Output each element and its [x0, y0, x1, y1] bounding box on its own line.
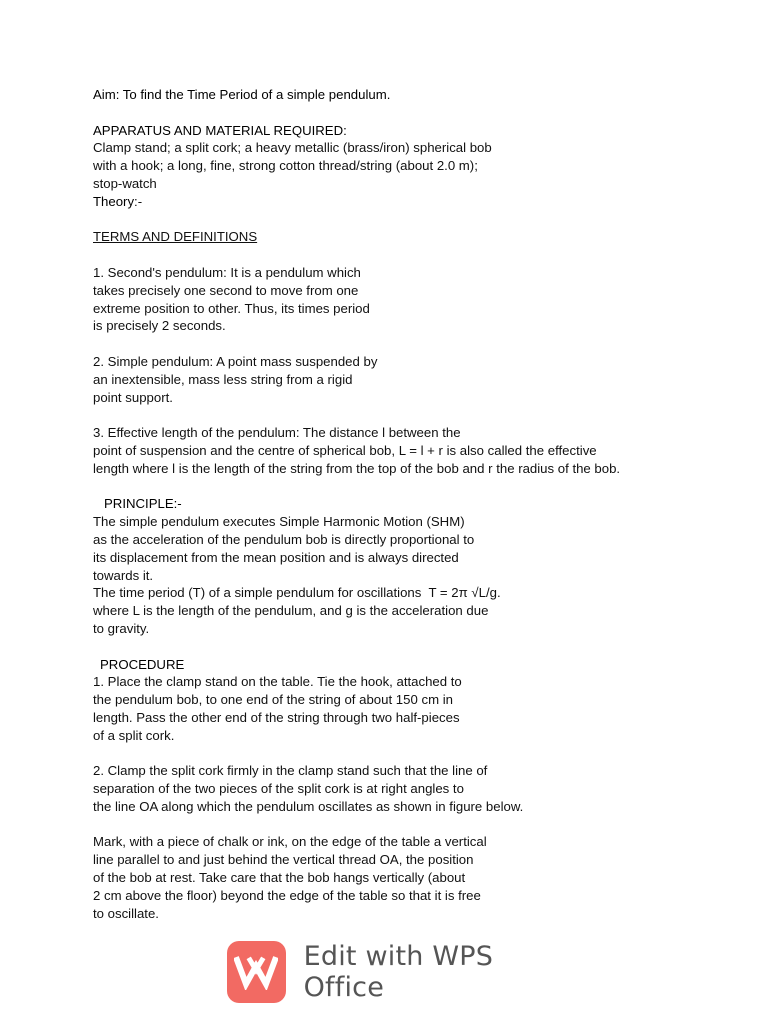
procedure-heading: PROCEDURE	[100, 656, 185, 672]
principle-line: The simple pendulum executes Simple Harmonic Motion (SHM)	[93, 514, 465, 530]
apparatus-line: Clamp stand; a split cork; a heavy metallic (brass/iron) spherical bob	[93, 140, 492, 156]
principle-line: where L is the length of the pendulum, and g is the acceleration due	[93, 603, 489, 619]
wps-edit-label[interactable]: Edit with WPS Office	[303, 941, 494, 1003]
wps-logo-glyph	[234, 954, 278, 990]
wps-edit-banner[interactable]	[227, 941, 567, 1003]
procedure3-line: Mark, with a piece of chalk or ink, on the edge of the table a vertical	[93, 834, 487, 850]
apparatus-line: stop-watch	[93, 175, 157, 191]
wps-office-logo-icon	[227, 941, 286, 1003]
principle-line: towards it.	[93, 567, 154, 583]
definition1-line: extreme position to other. Thus, its times period	[93, 300, 370, 316]
procedure2-line: separation of the two pieces of the split cork is at right angles to	[93, 781, 464, 797]
definition1-line: 1. Second's pendulum: It is a pendulum which	[93, 264, 361, 280]
principle-line: to gravity.	[93, 620, 150, 636]
document-page	[93, 86, 733, 922]
terms-heading: TERMS AND DEFINITIONS	[93, 229, 258, 245]
definition3-line: 3. Effective length of the pendulum: The distance l between the	[93, 425, 461, 441]
procedure1-line: 1. Place the clamp stand on the table. Tie the hook, attached to	[93, 674, 462, 690]
procedure3-line: to oscillate.	[93, 905, 159, 921]
definition1-line: takes precisely one second to move from one	[93, 282, 359, 298]
procedure1-line: length. Pass the other end of the string through two half-pieces	[93, 709, 460, 725]
procedure2-line: 2. Clamp the split cork firmly in the clamp stand such that the line of	[93, 763, 488, 779]
definition3-line: length where l is the length of the string from the top of the bob and r the radius of the bob.	[93, 460, 621, 476]
theory-line	[93, 193, 733, 211]
aim-line: Aim: To find the Time Period of a simple pendulum.	[93, 87, 391, 102]
procedure3-line: of the bob at rest. Take care that the bob hangs vertically (about	[93, 870, 466, 886]
procedure2-line: the line OA along which the pendulum oscillates as shown in figure below.	[93, 798, 524, 814]
theory-label: Theory	[93, 193, 135, 209]
procedure3-line: 2 cm above the floor) beyond the edge of the table so that it is free	[93, 887, 481, 903]
apparatus-heading: APPARATUS AND MATERIAL REQUIRED:	[93, 122, 347, 138]
theory-suffix: :-	[134, 193, 143, 209]
procedure3-line: line parallel to and just behind the vertical thread OA, the position	[93, 852, 474, 868]
procedure1-line: the pendulum bob, to one end of the string of about 150 cm in	[93, 692, 453, 708]
principle-line: as the acceleration of the pendulum bob is directly proportional to	[93, 531, 475, 547]
definition3-line: point of suspension and the centre of spherical bob, L = l + r is also called the effective	[93, 442, 597, 458]
definition2-line: an inextensible, mass less string from a rigid	[93, 371, 353, 387]
principle-heading: PRINCIPLE:-	[104, 496, 182, 512]
apparatus-line: with a hook; a long, fine, strong cotton thread/string (about 2.0 m);	[93, 158, 478, 174]
definition2-line: 2. Simple pendulum: A point mass suspended by	[93, 353, 378, 369]
procedure1-line: of a split cork.	[93, 727, 175, 743]
definition2-line: point support.	[93, 389, 173, 405]
principle-line: The time period (T) of a simple pendulum for oscillations T = 2π √L/g.	[93, 585, 501, 601]
principle-line: its displacement from the mean position and is always directed	[93, 549, 459, 565]
definition1-line: is precisely 2 seconds.	[93, 318, 226, 334]
